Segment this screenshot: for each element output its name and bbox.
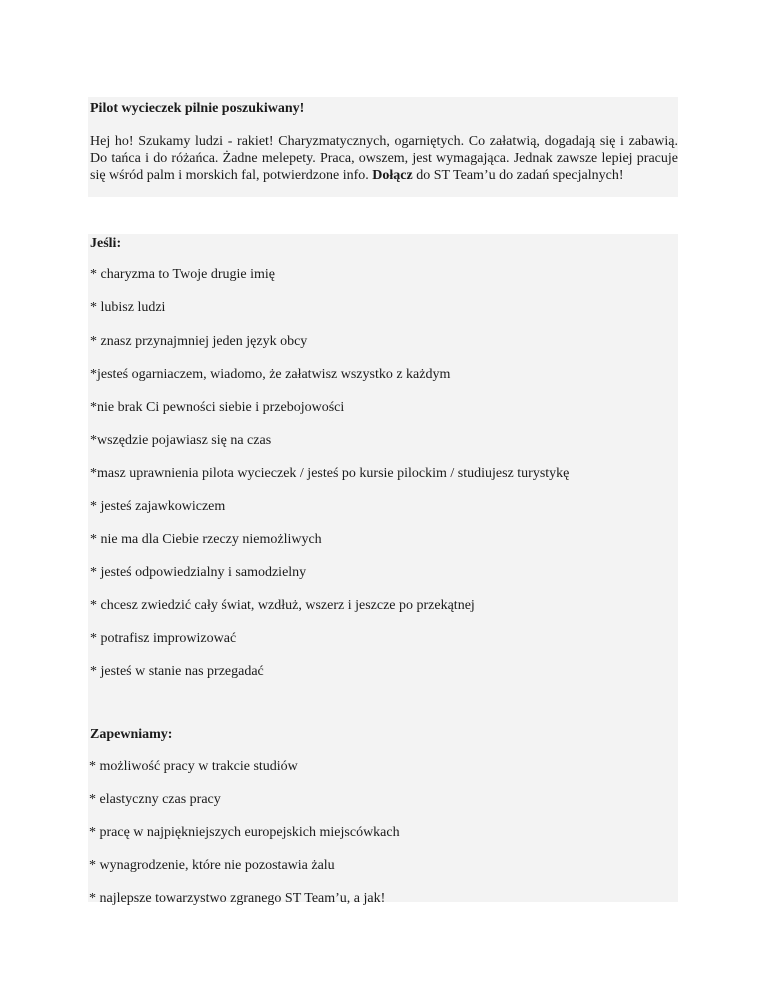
- list-item: * chcesz zwiedzić cały świat, wzdłuż, wszerz i jeszcze po przekątnej: [90, 598, 475, 613]
- intro-paragraph: [90, 133, 678, 184]
- list-item: * jesteś odpowiedzialny i samodzielny: [90, 565, 307, 580]
- list-item: * potrafisz improwizować: [90, 631, 237, 646]
- list-item: * lubisz ludzi: [90, 300, 166, 315]
- list-item: * najlepsze towarzystwo zgranego ST Team’u, a jak!: [89, 891, 386, 906]
- list-item: * charyzma to Twoje drugie imię: [90, 267, 275, 282]
- list-item: * jesteś w stanie nas przegadać: [90, 664, 264, 679]
- list-item: * znasz przynajmniej jeden język obcy: [90, 334, 308, 349]
- intro-text: Hej ho! Szukamy ludzi - rakiet! Charyzmatycznych, ogarniętych. Co załatwią, dogadają się i zabawią. Do tańca i do różańca. Żadne melepety. Praca, owszem, jest wymagająca. Jednak zawsze lepiej pracuje się wśród palm i morskich fal, potwierdzone info.: [90, 134, 678, 183]
- list-item: * wynagrodzenie, które nie pozostawia żalu: [89, 858, 335, 873]
- list-item: * nie ma dla Ciebie rzeczy niemożliwych: [90, 532, 322, 547]
- list-item: * jesteś zajawkowiczem: [90, 499, 226, 514]
- list-item: * pracę w najpiękniejszych europejskich miejscówkach: [89, 825, 400, 840]
- document-title: Pilot wycieczek pilnie poszukiwany!: [90, 101, 305, 116]
- list-item: * elastyczny czas pracy: [89, 792, 221, 807]
- offer-heading: Zapewniamy:: [90, 727, 173, 742]
- list-item: *jesteś ogarniaczem, wiadomo, że załatwisz wszystko z każdym: [90, 367, 451, 382]
- intro-end: do ST Team’u do zadań specjalnych!: [412, 168, 624, 183]
- list-item: * możliwość pracy w trakcie studiów: [89, 759, 298, 774]
- intro-bold-join: Dołącz: [372, 168, 413, 183]
- list-item: *nie brak Ci pewności siebie i przebojowości: [90, 400, 345, 415]
- list-item: *masz uprawnienia pilota wycieczek / jesteś po kursie pilockim / studiujesz turystykę: [90, 466, 570, 481]
- list-item: *wszędzie pojawiasz się na czas: [90, 433, 272, 448]
- if-heading: Jeśli:: [90, 236, 122, 251]
